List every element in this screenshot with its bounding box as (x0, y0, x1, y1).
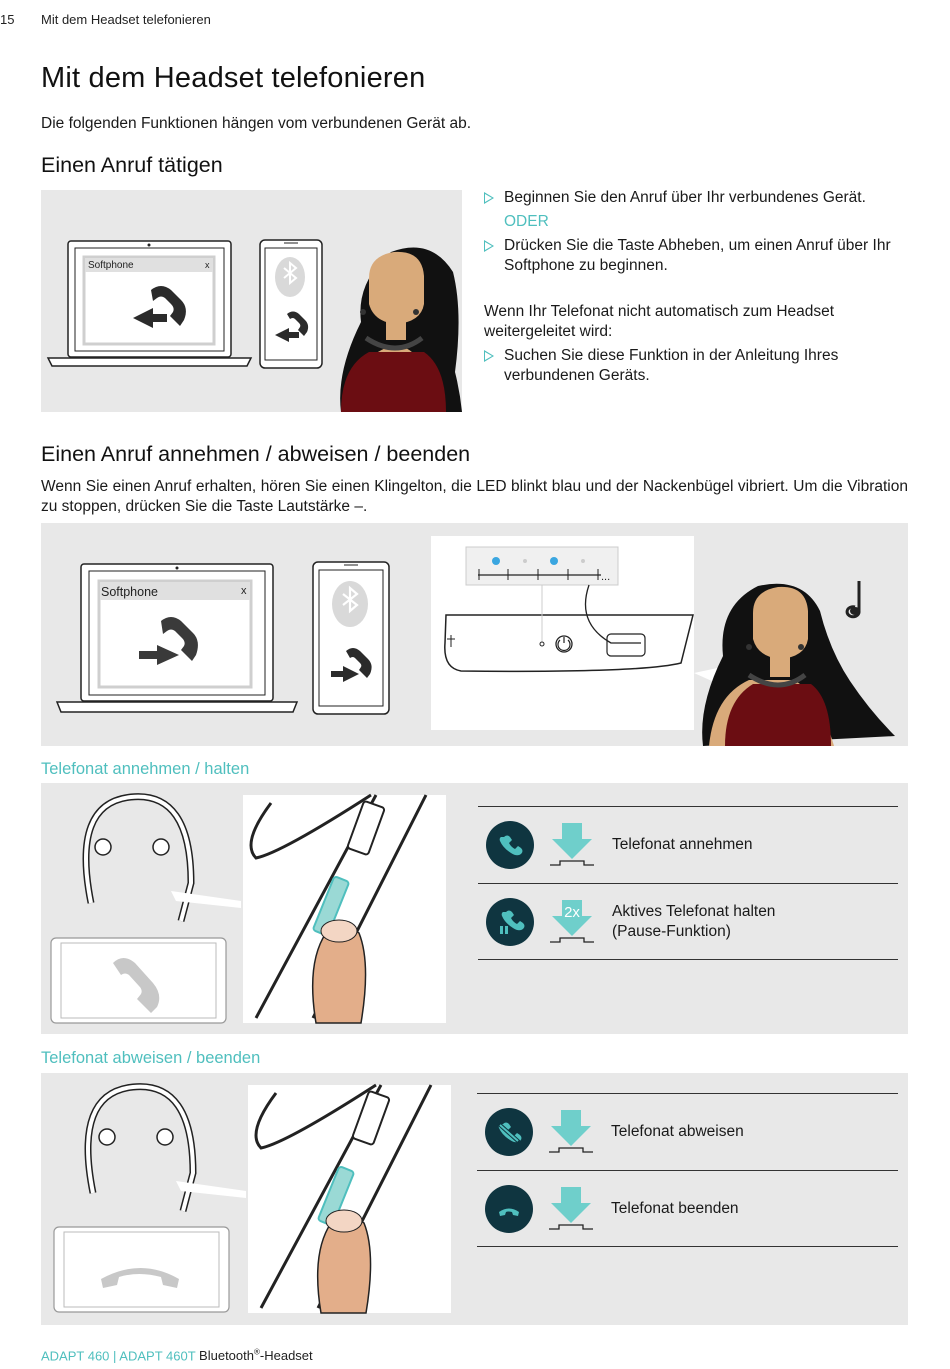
step-text: Drücken Sie die Taste Abheben, um einen Anruf über Ihr Softphone zu beginnen. (504, 237, 891, 274)
action-label: Telefonat beenden (611, 1199, 739, 1217)
softphone-close-icon: x (241, 585, 247, 597)
step-search-manual (484, 346, 914, 386)
intro-text: Die folgenden Funktionen hängen vom verbundenen Gerät ab. (41, 115, 471, 132)
footer-product (199, 1348, 313, 1363)
press-button-icon (547, 1110, 595, 1156)
reject-end-actions (477, 1093, 898, 1247)
hold-call-icon (486, 898, 534, 946)
page-title: Mit dem Headset telefonieren (41, 62, 426, 94)
triangle-bullet-icon (484, 192, 494, 204)
accept-hold-drawing (41, 783, 451, 1034)
registered-mark: ® (253, 1348, 260, 1357)
receive-call-drawing (41, 523, 908, 746)
reject-call-icon (485, 1108, 533, 1156)
step-text: Beginnen Sie den Anruf über Ihr verbundenes Gerät. (504, 189, 866, 206)
section-heading-make-call: Einen Anruf tätigen (41, 153, 223, 177)
softphone-close-icon: x (205, 260, 210, 270)
section-heading-accept-hold: Telefonat annehmen / halten (41, 760, 250, 778)
make-call-illustration (41, 190, 462, 412)
page-number: 15 (0, 12, 15, 27)
press-button-icon (548, 823, 596, 869)
running-title: Mit dem Headset telefonieren (41, 12, 211, 27)
accept-hold-actions (478, 806, 898, 960)
led-ellipsis: ... (601, 571, 611, 583)
or-separator: ODER (504, 213, 549, 230)
section-heading-reject-end: Telefonat abweisen / beenden (41, 1049, 261, 1067)
step-text: Suchen Sie diese Funktion in der Anleitung Ihres verbundenen Geräts. (504, 347, 839, 384)
softphone-window-title: Softphone (101, 585, 158, 599)
make-call-steps (484, 188, 914, 386)
action-row-reject (477, 1093, 898, 1170)
action-label: Telefonat annehmen (612, 836, 753, 853)
end-call-icon (485, 1185, 533, 1233)
press-count-badge: 2x (564, 904, 580, 921)
triangle-bullet-icon (484, 350, 494, 362)
press-button-icon (547, 1187, 595, 1233)
section-heading-receive-call: Einen Anruf annehmen / abweisen / beenden (41, 442, 471, 466)
footer-product-name: Bluetooth (199, 1348, 254, 1364)
action-row-hold (478, 883, 898, 960)
softphone-window-title: Softphone (88, 260, 134, 271)
action-label: Aktives Telefonat halten (Pause-Funktion) (612, 902, 776, 940)
receive-call-description: Wenn Sie einen Anruf erhalten, hören Sie einen Klingelton, die LED blinkt blau und der Nackenbügel vibriert. Um die Vibration zu stoppen, drücken Sie die Taste Lautstärke –. (41, 478, 908, 515)
action-row-accept (478, 806, 898, 883)
action-row-end (477, 1170, 898, 1247)
reject-end-drawing (41, 1073, 456, 1325)
forwarding-note: Wenn Ihr Telefonat nicht automatisch zum Headset weitergeleitet wird: (484, 303, 835, 340)
footer-model: ADAPT 460 | ADAPT 460T (41, 1348, 196, 1364)
footer (41, 1348, 313, 1363)
step-start-call (484, 188, 914, 208)
action-label: Telefonat abweisen (611, 1123, 744, 1140)
footer-product-type: -Headset (259, 1348, 313, 1364)
accept-call-icon (486, 821, 534, 869)
receive-call-illustration (41, 523, 908, 746)
make-call-drawing (41, 190, 462, 412)
press-twice-icon (548, 900, 596, 946)
step-press-button (484, 236, 914, 276)
triangle-bullet-icon (484, 240, 494, 252)
